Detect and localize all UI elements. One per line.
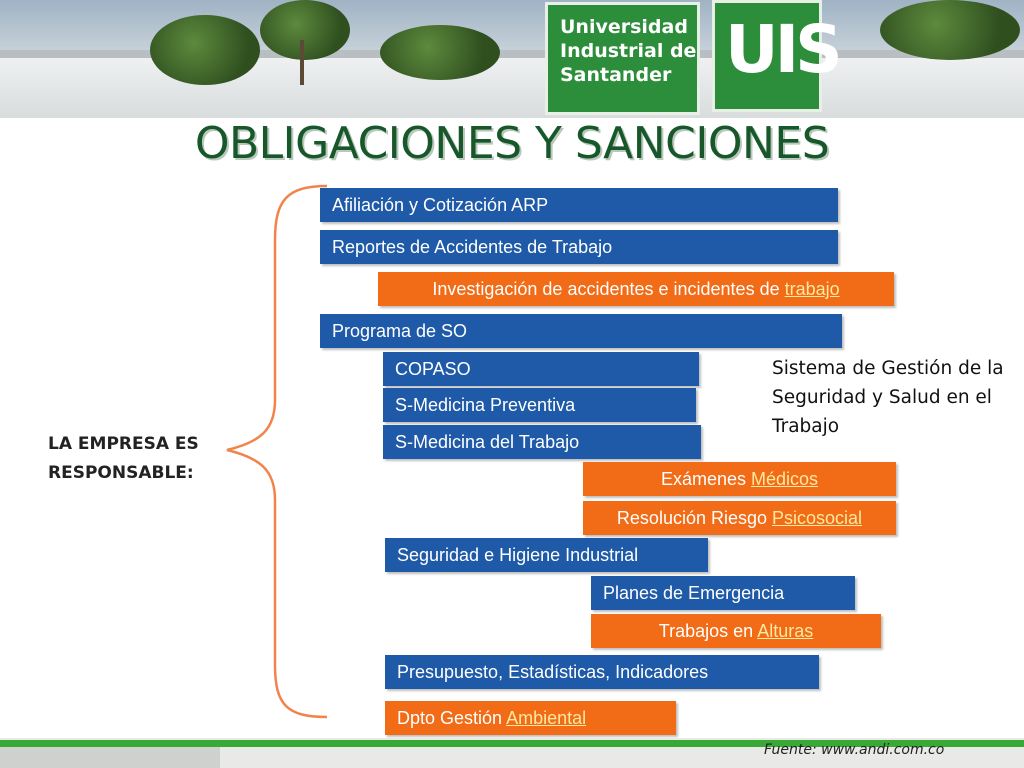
item-medicina-trabajo: S-Medicina del Trabajo: [383, 425, 701, 459]
item-copaso: COPASO: [383, 352, 699, 386]
item-examenes-medicos: Exámenes Médicos: [583, 462, 896, 496]
item-trabajos-alturas: Trabajos en Alturas: [591, 614, 881, 648]
uis-logo: [712, 0, 839, 112]
item-medicina-preventiva: S-Medicina Preventiva: [383, 388, 696, 422]
palm-foliage: [880, 0, 1020, 60]
link-psicosocial[interactable]: Psicosocial: [772, 508, 863, 528]
link-ambiental[interactable]: Ambiental: [506, 708, 587, 728]
source-credit: Fuente: www.andi.com.co: [764, 742, 945, 758]
footer-shade: [0, 747, 220, 768]
item-gestion-ambiental: Dpto Gestión Ambiental: [385, 701, 676, 735]
university-sign-text: Universidad Industrial de Santander: [560, 16, 697, 86]
item-programa-so: Programa de SO: [320, 314, 842, 348]
sg-sst-note: Sistema de Gestión de la Seguridad y Salud en el Trabajo: [772, 358, 1004, 437]
link-medicos[interactable]: Médicos: [751, 469, 819, 489]
item-presupuesto: Presupuesto, Estadísticas, Indicadores: [385, 655, 819, 689]
university-sign: [545, 2, 700, 115]
item-seguridad-higiene: Seguridad e Higiene Industrial: [385, 538, 708, 572]
uis-logo-text: UIS: [725, 11, 839, 88]
building-wall: [0, 58, 1024, 118]
link-alturas[interactable]: Alturas: [757, 621, 814, 641]
header-photo: [0, 0, 1024, 118]
item-afiliacion: Afiliación y Cotización ARP: [320, 188, 838, 222]
tree-foliage: [380, 25, 500, 80]
item-reportes-accidentes: Reportes de Accidentes de Trabajo: [320, 230, 838, 264]
item-investigacion: Investigación de accidentes e incidentes de trabajo: [378, 272, 894, 306]
item-planes-emergencia: Planes de Emergencia: [591, 576, 855, 610]
item-riesgo-psicosocial: Resolución Riesgo Psicosocial: [583, 501, 896, 535]
tree-foliage: [150, 15, 260, 85]
link-trabajo[interactable]: trabajo: [784, 279, 840, 299]
curly-brace-icon: [215, 180, 335, 725]
palm-foliage: [260, 0, 350, 60]
company-responsible-label: LA EMPRESA ES RESPONSABLE:: [48, 434, 199, 483]
palm-trunk: [300, 40, 304, 85]
slide-title: OBLIGACIONES Y SANCIONES: [194, 118, 830, 169]
